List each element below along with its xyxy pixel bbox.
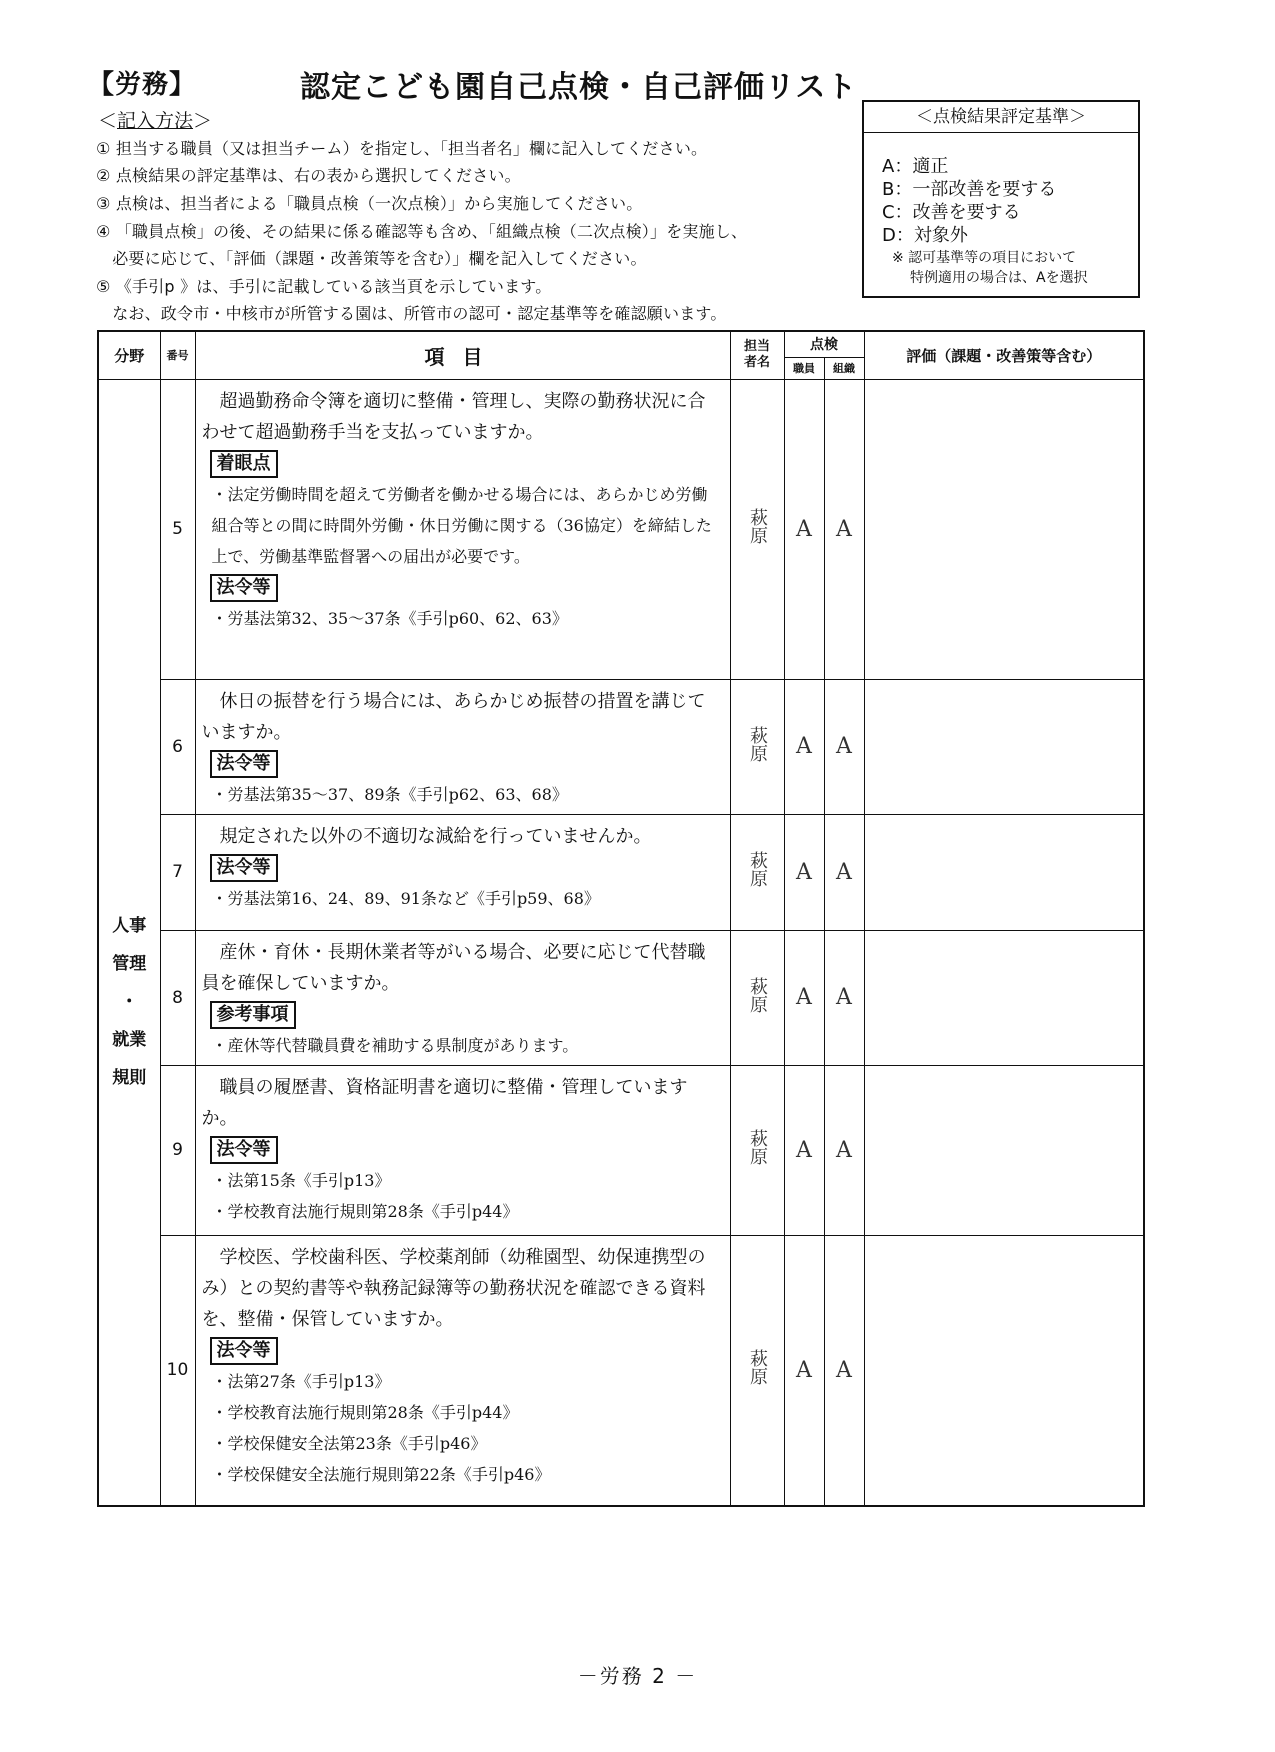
staff-check-grade: A (784, 679, 824, 814)
section-note: ・労基法第32、35～37条《手引p60、62、63》 (211, 608, 568, 628)
row-number: 6 (160, 679, 195, 814)
criteria-item: D：対象外 (882, 225, 968, 246)
header-number: 番号 (160, 331, 195, 379)
person-name-text: 萩原 (747, 976, 768, 1013)
evaluation-cell (864, 1235, 1144, 1506)
instruction-line: ④ 「職員点検」の後、その結果に係る確認等も含め、「組織点検（二次点検）」を実施し、 (96, 222, 748, 241)
item-content (195, 814, 730, 930)
person-name (730, 379, 784, 679)
org-check-grade: A (824, 1065, 864, 1235)
person-name (730, 814, 784, 930)
item-content (195, 379, 730, 679)
section-note: ・学校教育法施行規則第28条《手引p44》 (211, 1402, 519, 1422)
section-note: ・学校保健安全法第23条《手引p46》 (211, 1433, 487, 1453)
header-org: 組織 (824, 357, 864, 379)
criteria-item: A：適正 (882, 156, 949, 177)
person-name-text: 萩原 (747, 1349, 768, 1386)
criteria-box (862, 100, 1140, 298)
staff-check-grade: A (784, 814, 824, 930)
field-label-part: 管理 (112, 954, 147, 975)
section-label: 法令等 (210, 750, 278, 778)
org-check-grade: A (824, 679, 864, 814)
person-name (730, 679, 784, 814)
item-question: 職員の履歴書、資格証明書を適切に整備・管理していますか。 (201, 1076, 688, 1129)
item-content (195, 1235, 730, 1506)
table-row (98, 679, 1144, 814)
org-check-grade: A (824, 930, 864, 1065)
staff-check-grade: A (784, 930, 824, 1065)
field-label-part: 就業 (112, 1030, 147, 1051)
org-check-grade: A (824, 1235, 864, 1506)
staff-check-grade: A (784, 1065, 824, 1235)
evaluation-cell (864, 679, 1144, 814)
header-evaluation: 評価（課題・改善策等含む） (864, 331, 1144, 379)
page-title: 認定こども園自己点検・自己評価リスト (300, 70, 858, 105)
instructions-heading-text: 記入方法 (117, 110, 194, 132)
section-note: ・法第27条《手引p13》 (211, 1371, 391, 1391)
person-name (730, 930, 784, 1065)
section-label: 法令等 (210, 854, 278, 882)
criteria-heading: ＜点検結果評定基準＞ (864, 102, 1138, 133)
item-question: 規定された以外の不適切な減給を行っていませんか。 (201, 825, 652, 847)
header-item: 項目 (195, 331, 730, 379)
header-check: 点検 (784, 331, 864, 357)
item-question: 超過勤務命令簿を適切に整備・管理し、実際の勤務状況に合わせて超過勤務手当を支払っていますか。 (201, 390, 706, 443)
item-question: 産休・育休・長期休業者等がいる場合、必要に応じて代替職員を確保していますか。 (201, 941, 706, 994)
person-name-text: 萩原 (747, 1129, 768, 1165)
row-number: 8 (160, 930, 195, 1065)
section-note: ・労基法第16、24、89、91条など《手引p59、68》 (211, 888, 600, 908)
person-name-text: 萩原 (747, 508, 768, 544)
field-label-part: 規則 (112, 1068, 147, 1089)
table-row (98, 930, 1144, 1065)
header-person-line1: 担当 (743, 339, 770, 355)
criteria-item: C：改善を要する (882, 202, 1021, 223)
person-name-text: 萩原 (747, 725, 768, 762)
criteria-item: B：一部改善を要する (882, 179, 1057, 200)
instruction-line: なお、政令市・中核市が所管する園は、所管市の認可・認定基準等を確認願います。 (96, 304, 727, 323)
row-number: 7 (160, 814, 195, 930)
instruction-line: ① 担当する職員（又は担当チーム）を指定し、「担当者名」欄に記入してください。 (96, 139, 708, 158)
field-cell (98, 379, 160, 1506)
row-number: 10 (160, 1235, 195, 1506)
person-name (730, 1065, 784, 1235)
page-footer: －労務 2 － (577, 1664, 698, 1688)
item-question: 休日の振替を行う場合には、あらかじめ振替の措置を講じていますか。 (201, 690, 706, 743)
table-row (98, 1235, 1144, 1506)
org-check-grade: A (824, 379, 864, 679)
item-question: 学校医、学校歯科医、学校薬剤師（幼稚園型、幼保連携型のみ）との契約書等や執務記録簿等の勤務状況を確認できる資料を、整備・保管していますか。 (201, 1246, 706, 1330)
table-row (98, 814, 1144, 930)
header-person (730, 331, 784, 379)
org-check-grade: A (824, 814, 864, 930)
section-label: 法令等 (210, 574, 278, 602)
evaluation-cell (864, 379, 1144, 679)
checklist-table (97, 330, 1145, 1507)
criteria-note: ※ 認可基準等の項目において (892, 250, 1077, 266)
row-number: 5 (160, 379, 195, 679)
section-label: 法令等 (210, 1136, 278, 1164)
criteria-note: 特例適用の場合は、Aを選択 (910, 270, 1088, 286)
row-number: 9 (160, 1065, 195, 1235)
section-note: ・学校保健安全法施行規則第22条《手引p46》 (211, 1464, 551, 1484)
header-person-line2: 者名 (743, 355, 770, 371)
staff-check-grade: A (784, 379, 824, 679)
header-field: 分野 (98, 331, 160, 379)
section-note: ・法第15条《手引p13》 (211, 1170, 391, 1190)
section-label: 法令等 (210, 1337, 278, 1365)
section-label: 参考事項 (210, 1001, 296, 1029)
staff-check-grade: A (784, 1235, 824, 1506)
evaluation-cell (864, 1065, 1144, 1235)
field-label-part: 人事 (112, 916, 147, 937)
item-content (195, 1065, 730, 1235)
section-label: 着眼点 (210, 450, 278, 478)
evaluation-cell (864, 814, 1144, 930)
instruction-line: ⑤ 《手引p 》は、手引に記載している該当頁を示しています。 (96, 277, 552, 296)
section-note: ・産休等代替職員費を補助する県制度があります。 (211, 1035, 579, 1055)
section-tag: 【労務】 (88, 70, 197, 100)
section-note: ・労基法第35～37、89条《手引p62、63、68》 (211, 784, 568, 804)
instruction-line: ③ 点検は、担当者による「職員点検（一次点検）」から実施してください。 (96, 194, 643, 213)
section-note: ・学校教育法施行規則第28条《手引p44》 (211, 1201, 519, 1221)
table-row (98, 1065, 1144, 1235)
evaluation-cell (864, 930, 1144, 1065)
person-name (730, 1235, 784, 1506)
section-note: ・法定労働時間を超えて労働者を働かせる場合には、あらかじめ労働組合等との間に時間外労働・休日労働に関する（36協定）を締結した上で、労働基準監督署への届出が必要です。 (211, 484, 712, 566)
instruction-line: ② 点検結果の評定基準は、右の表から選択してください。 (96, 166, 521, 185)
item-content (195, 679, 730, 814)
header-staff: 職員 (784, 357, 824, 379)
instructions-heading: ＜記入方法＞ (98, 110, 213, 132)
table-row (98, 379, 1144, 679)
field-label-part: ・ (120, 992, 138, 1013)
instruction-line: 必要に応じて、「評価（課題・改善策等を含む）」欄を記入してください。 (96, 249, 647, 268)
item-content (195, 930, 730, 1065)
person-name-text: 萩原 (747, 851, 768, 887)
